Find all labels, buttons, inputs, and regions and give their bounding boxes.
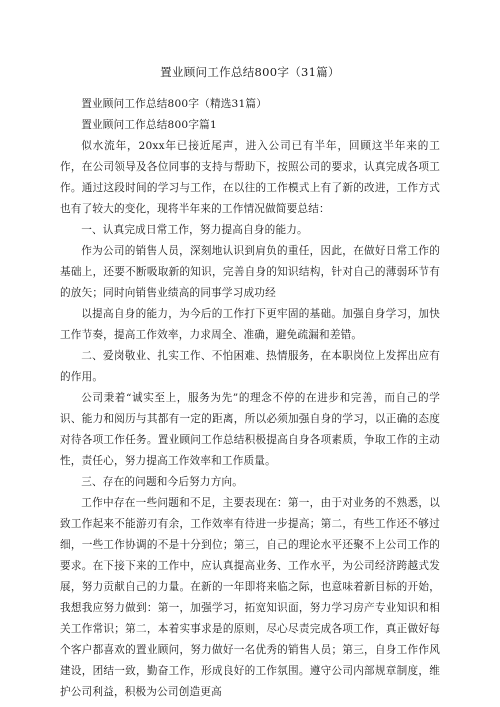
- paragraph-intro: 似水流年，20xx年已接近尾声，进入公司已有半年，回顾这半年来的工作，在公司领导及各位同事的支持与帮助下，按照公司的要求，认真完成各项工作。通过这段时间的学习与工作，在以往的工作模式上有了新的改进，工作方式也有了较大的变化，现将半年来的工作情况做简要总结：: [60, 140, 440, 215]
- document-subtitle: 置业顾问工作总结800字（精选31篇）: [81, 98, 267, 110]
- paragraph-3: 公司秉着“诚实至上，服务为先”的理念不停的在进步和完善，而自己的学识、能力和阅历与其都有一定的距离，所以必须加强自身的学习，以正确的态度对待各项工作任务。置业顾问工作总结积极提高自身各项素质，争取工作的主动性，责任心，努力提高工作效率和工作质量。: [60, 392, 440, 467]
- paragraph-heading-1: 一、认真完成日常工作，努力提高自身的能力。: [81, 224, 308, 236]
- paragraph-2: 以提高自身的能力，为今后的工作打下更牢固的基础。加强自身学习，加快工作节奏，提高工作效率，力求周全、准确，避免疏漏和差错。: [60, 308, 440, 341]
- document-title: 置业顾问工作总结800字（31篇）: [160, 65, 340, 79]
- section-heading: 置业顾问工作总结800字篇1: [81, 119, 217, 131]
- paragraph-4: 工作中存在一些问题和不足，主要表现在：第一，由于对业务的不熟悉，以致工作起来不能游刃有余，工作效率有待进一步提高；第二，有些工作还不够过细，一些工作协调的不是十分到位；第三，自己的理论水平还聚不上公司工作的要求。在下接下来的工作中，应认真提高业务、工作水平，为公司经济跨越式发展，努力贡献自己的力量。在新的一年即将来临之际，也意味着新目标的开始，我想我应努力做到：第一，加强学习，拓宽知识面，努力学习房产专业知识和相关工作常识；第二，本着实事求是的原则，尽心尽责完成各项工作，真正做好每个客户都喜欢的置业顾问，努力做好一名优秀的销售人员；第三，自身工作作风建设，团结一致，勤奋工作，形成良好的工作氛围。遵守公司内部规章制度，维护公司利益，积极为公司创造更高: [60, 497, 440, 698]
- paragraph-heading-2: 二、爱岗敬业、扎实工作、不怕困难、热情服务，在本职岗位上发挥出应有的作用。: [60, 350, 440, 383]
- paragraph-1: 作为公司的销售人员，深刻地认识到肩负的重任，因此，在做好日常工作的基础上，还要不断吸取新的知识，完善自身的知识结构，针对自己的薄弱环节有的放矢；同时向销售业绩高的同事学习成功经: [60, 245, 440, 299]
- document-body: [60, 94, 440, 703]
- paragraph-heading-3: 三、存在的问题和今后努力方向。: [81, 476, 244, 488]
